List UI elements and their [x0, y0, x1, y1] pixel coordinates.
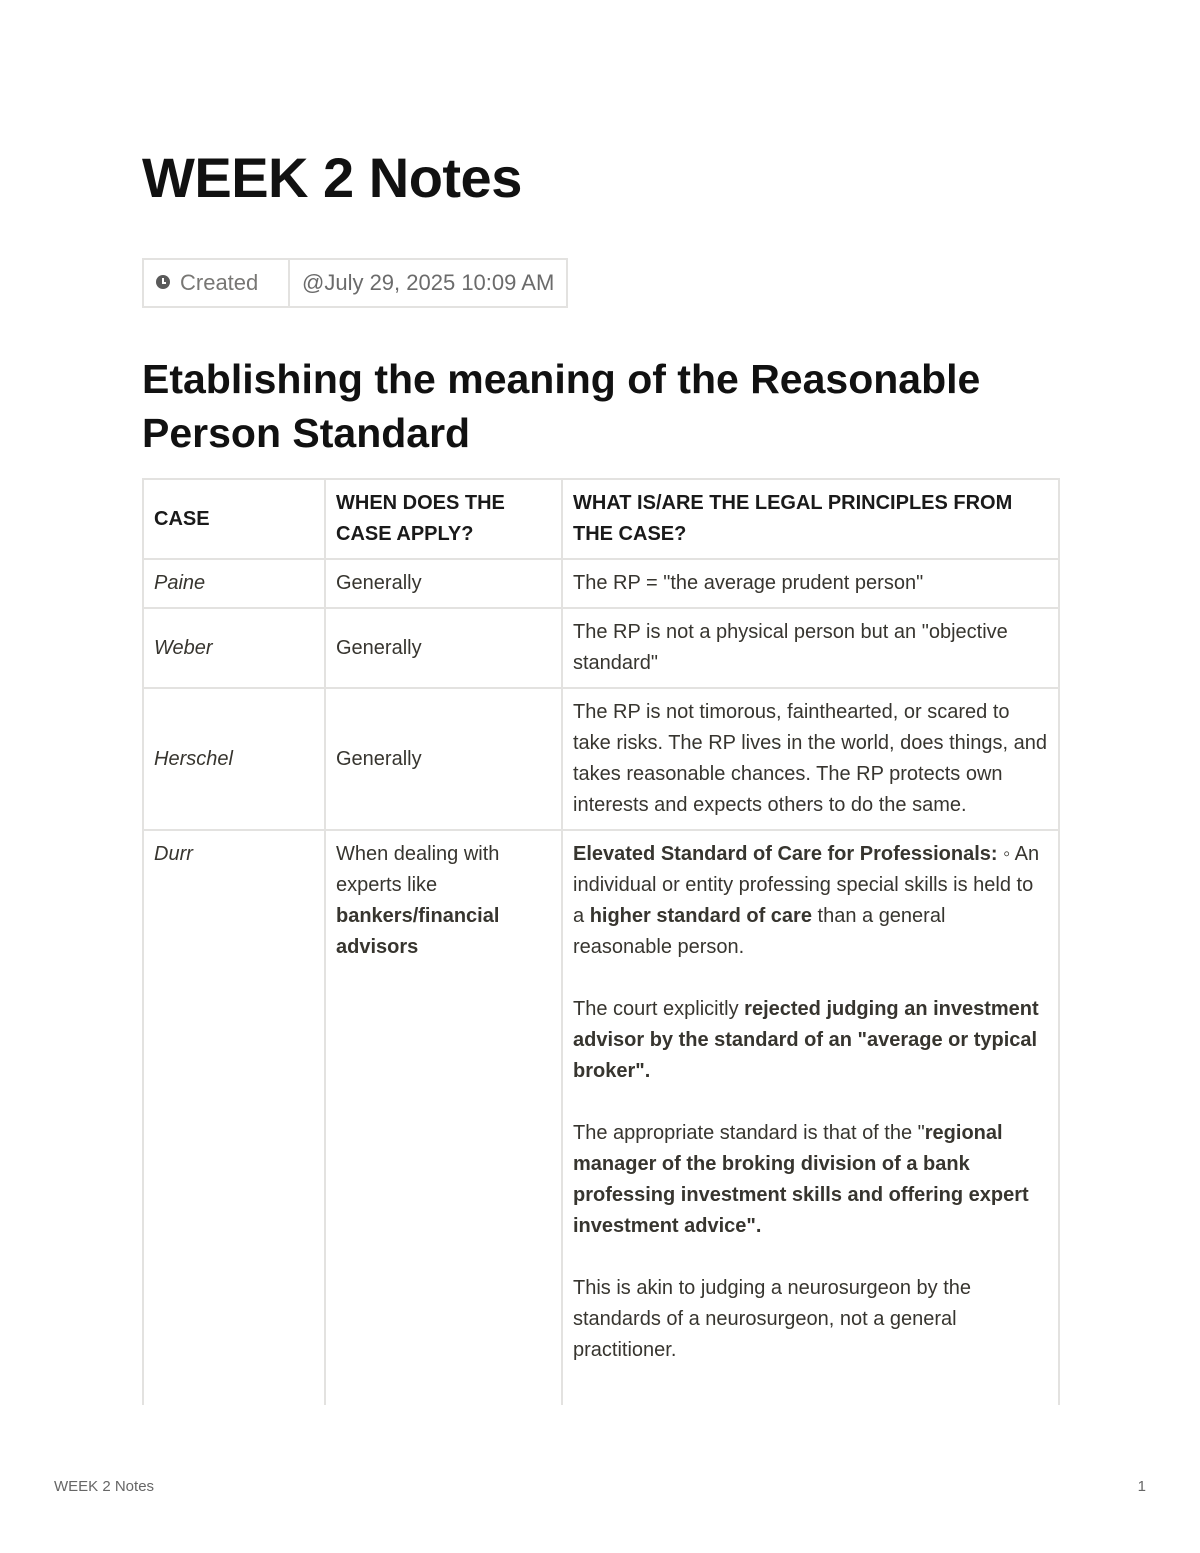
principle-paragraph	[573, 1118, 1048, 1242]
clock-icon	[156, 275, 170, 289]
properties-table	[142, 258, 568, 308]
table-row	[143, 688, 1059, 830]
column-header-applies: WHEN DOES THE CASE APPLY?	[325, 479, 562, 559]
footer-title: WEEK 2 Notes	[54, 1478, 155, 1495]
principle-emphasis: rejected judging an investment advisor by the standard of an "average or typical broker".	[573, 998, 1039, 1082]
cell-applies: Generally	[325, 688, 562, 830]
cell-principle	[562, 830, 1059, 1405]
principle-emphasis: ".	[746, 1215, 762, 1237]
cell-applies	[325, 830, 562, 1405]
principle-text: The appropriate standard is that of the "	[573, 1122, 925, 1144]
table-header-row	[143, 479, 1059, 559]
table-row	[143, 830, 1059, 1405]
section-heading: Etablishing the meaning of the Reasonable Person Standard	[142, 356, 981, 456]
cell-principle: The RP = "the average prudent person"	[562, 559, 1059, 608]
property-name-created	[143, 259, 289, 307]
applies-emphasis: bankers/financial advisors	[336, 905, 500, 958]
cell-case: Herschel	[143, 688, 325, 830]
principle-paragraph	[573, 839, 1048, 963]
applies-text: When dealing with experts like	[336, 843, 500, 896]
cell-applies: Generally	[325, 608, 562, 688]
property-label: Created	[180, 270, 259, 295]
table-row	[143, 559, 1059, 608]
cell-principle: The RP is not timorous, fainthearted, or scared to take risks. The RP lives in the world, does things, and takes reasonable chances. The RP protects own interests and expects others to do the same.	[562, 688, 1059, 830]
property-value-created[interactable]: @July 29, 2025 10:09 AM	[289, 259, 567, 307]
cell-case: Durr	[143, 830, 325, 1405]
cell-principle: The RP is not a physical person but an "objective standard"	[562, 608, 1059, 688]
principle-text: ◦ An individual or entity professing special skills is held to a	[573, 843, 1040, 927]
principle-paragraph: This is akin to judging a neurosurgeon by the standards of a neurosurgeon, not a general practitioner.	[573, 1277, 972, 1361]
column-header-principles: WHAT IS/ARE THE LEGAL PRINCIPLES FROM THE CASE?	[562, 479, 1059, 559]
table-row	[143, 608, 1059, 688]
principle-emphasis: higher standard of care	[589, 905, 812, 927]
cell-case: Weber	[143, 608, 325, 688]
property-row-created	[143, 259, 567, 307]
principle-emphasis: regional manager of the broking division of a bank professing investment skills and offering expert investment advice	[573, 1122, 1029, 1237]
page-number: 1	[1137, 1478, 1146, 1495]
principle-heading: Elevated Standard of Care for Professionals:	[573, 843, 998, 865]
principle-text: than a general reasonable person.	[573, 905, 946, 958]
column-header-case: CASE	[143, 479, 325, 559]
cases-table	[142, 478, 1060, 1405]
cell-applies: Generally	[325, 559, 562, 608]
page-title: WEEK 2 Notes	[142, 146, 522, 209]
principle-text: The court explicitly	[573, 998, 745, 1020]
principle-paragraph	[573, 994, 1048, 1087]
cell-case: Paine	[143, 559, 325, 608]
